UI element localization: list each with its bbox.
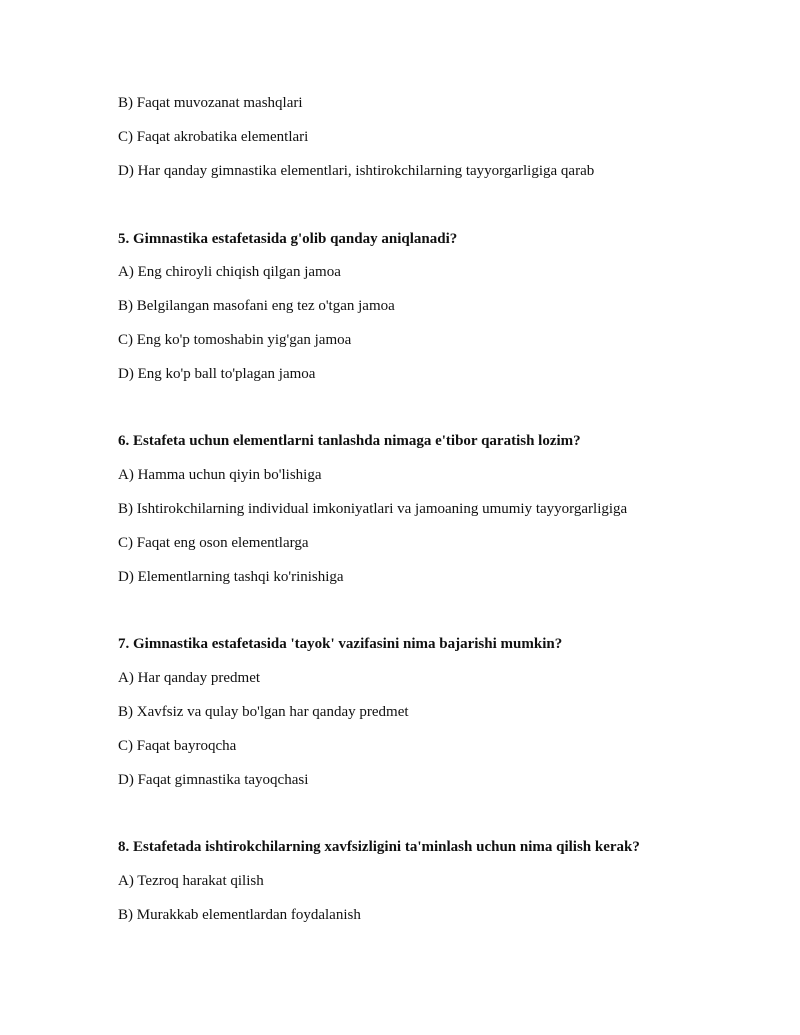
answer-option: B) Belgilangan masofani eng tez o'tgan jamoa [118,298,395,314]
answer-option: B) Murakkab elementlardan foydalanish [118,907,361,923]
answer-option: A) Tezroq harakat qilish [118,873,264,889]
answer-option: C) Faqat akrobatika elementlari [118,129,309,145]
answer-option: A) Eng chiroyli chiqish qilgan jamoa [118,264,341,280]
answer-option: A) Har qanday predmet [118,670,261,686]
answer-option: C) Faqat bayroqcha [118,738,237,754]
answer-option: D) Har qanday gimnastika elementlari, ishtirokchilarning tayyorgarligiga qarab [118,163,595,179]
answer-option: C) Faqat eng oson elementlarga [118,535,309,551]
question-heading: 7. Gimnastika estafetasida 'tayok' vazifasini nima bajarishi mumkin? [118,636,563,652]
answer-option: D) Eng ko'p ball to'plagan jamoa [118,366,316,382]
answer-option: B) Ishtirokchilarning individual imkoniyatlari va jamoaning umumiy tayyorgarligiga [118,501,628,517]
question-heading: 5. Gimnastika estafetasida g'olib qanday aniqlanadi? [118,231,458,247]
answer-option: D) Elementlarning tashqi ko'rinishiga [118,569,344,585]
answer-option: B) Xavfsiz va qulay bo'lgan har qanday predmet [118,704,409,720]
question-heading: 6. Estafeta uchun elementlarni tanlashda nimaga e'tibor qaratish lozim? [118,433,581,449]
answer-option: A) Hamma uchun qiyin bo'lishiga [118,467,322,483]
answer-option: B) Faqat muvozanat mashqlari [118,95,303,111]
answer-option: D) Faqat gimnastika tayoqchasi [118,772,309,788]
answer-option: C) Eng ko'p tomoshabin yig'gan jamoa [118,332,352,348]
question-heading: 8. Estafetada ishtirokchilarning xavfsizligini ta'minlash uchun nima qilish kerak? [118,839,640,855]
